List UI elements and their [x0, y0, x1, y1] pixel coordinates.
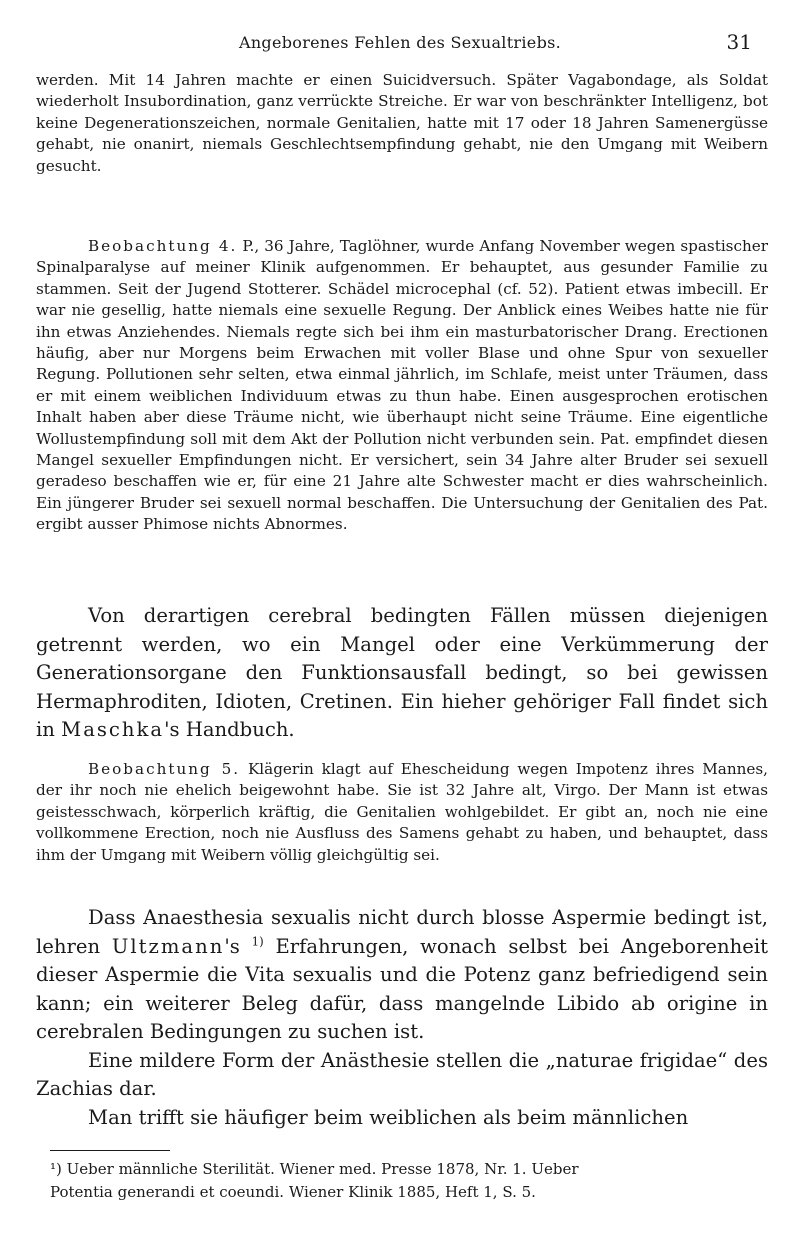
author-name-ultzmann: Ultzmann	[111, 934, 225, 958]
observation-4-text: P., 36 Jahre, Taglöhner, wurde Anfang November wegen spastischer Spinalparalyse auf meiner Klinik aufgenommen. Er behauptet, aus gesunder Familie zu stammen. Seit der Jugend Stotterer. Schädel microcephal (cf. 52). Patient etwas imbecill. Er war nie gesellig, hatte niemals eine sexuelle Regung. Der Anblick eines Weibes hatte nie für ihn etwas Anziehendes. Niemals regte sich bei ihm ein masturbatorischer Drang. Erectionen häufig, aber nur Morgens beim Erwachen mit voller Blase und ohne Spur von sexueller Regung. Pollutionen sehr selten, etwa einmal jährlich, im Schlafe, meist unter Träumen, dass er mit einem weiblichen Individuum etwas zu thun habe. Einen ausgesprochen erotischen Inhalt haben aber diese Träume nicht, wie überhaupt nicht seine Träume. Eine eigentliche Wollustempfindung soll mit dem Akt der Pollution nicht verbunden sein. Pat. empfindet diesen Mangel sexueller Empfindungen nicht. Er versichert, sein 34 Jahre alter Bruder sei sexuell geradeso beschaffen wie er, für eine 21 Jahre alte Schwester macht er dies wahrscheinlich. Ein jüngerer Bruder sei sexuell normal beschaffen. Die Untersuchung der Genitalien des Pat. ergibt ausser Phimose nichts Abnormes.	[36, 237, 769, 534]
paragraph-text	[36, 602, 768, 745]
footnote-line: Potentia generandi et coeundi. Wiener Klinik 1885, Heft 1, S. 5.	[50, 1183, 536, 1201]
paragraph-text: Eine mildere Form der Anästhesie stellen die „naturae frigidae“ des Zachias dar.	[36, 1048, 768, 1100]
footnote-line: ¹) Ueber männliche Sterilität. Wiener med. Presse 1878, Nr. 1. Ueber	[50, 1160, 579, 1178]
paragraph-segment: 's	[224, 934, 252, 958]
footnotes	[50, 1158, 770, 1203]
paragraph-text	[36, 904, 768, 1047]
author-name-maschka: Maschka	[61, 718, 165, 741]
observation-5-paragraph	[36, 759, 768, 866]
continuation-paragraph	[36, 70, 768, 177]
paragraph-segment: Von derartigen cerebral bedingten Fällen müssen diejenigen getrennt werden, wo ein Mangel oder eine Verkümmerung der Generationsorgane den Funktionsausfall bedingt, so bei gewissen Hermaphroditen, Idioten, Cretinen. Ein hieher gehöriger Fall findet sich in	[36, 604, 768, 741]
paragraph-segment: 's Handbuch.	[164, 718, 295, 741]
observation-4	[36, 236, 768, 536]
running-title: Angeborenes Fehlen des Sexualtriebs.	[238, 33, 562, 52]
page-header	[0, 30, 800, 60]
observation-5-label: Beobachtung 5.	[88, 760, 241, 778]
footnote-divider	[50, 1150, 170, 1151]
main-paragraphs-aspermie	[36, 904, 768, 1132]
observation-4-label: Beobachtung 4.	[88, 237, 238, 255]
paragraph-segment: Erfahrungen, wonach selbst bei Angeborenheit dieser Aspermie die Vita sexualis und die Potenz ganz befriedigend sein kann; ein weiterer Beleg dafür, dass mangelnde Libido ab origine in cerebralen Bedingungen zu suchen ist.	[36, 934, 768, 1043]
paragraph-text: werden. Mit 14 Jahren machte er einen Suicidversuch. Später Vagabondage, als Soldat wiederholt Insubordination, ganz verrückte Streiche. Er war von beschränkter Intelligenz, bot keine Degenerationszeichen, normale Genitalien, hatte mit 17 oder 18 Jahren Samenergüsse gehabt, nie onanirt, niemals Geschlechtsempfindung gehabt, nie den Umgang mit Weibern gesucht.	[36, 71, 768, 175]
main-paragraph-hermaphrodites	[36, 602, 768, 745]
paragraph-segment: Dass Anaesthesia sexualis nicht durch blosse Aspermie bedingt ist, lehren	[36, 906, 768, 958]
observation-5	[36, 759, 768, 866]
paragraph-text: Man trifft sie häufiger beim weiblichen als beim männlichen	[88, 1105, 689, 1129]
observation-4-paragraph	[36, 236, 768, 536]
observation-5-text: Klägerin klagt auf Ehescheidung wegen Impotenz ihres Mannes, der ihr noch nie ehelich beigewohnt habe. Sie ist 32 Jahre alt, Virgo. Der Mann ist etwas geistesschwach, körperlich kräftig, die Genitalien wohlgebildet. Er gibt an, noch nie eine vollkommene Erection, noch nie Ausfluss des Samens gehabt zu haben, und behauptet, dass ihm der Umgang mit Weibern völlig gleichgültig sei.	[36, 760, 769, 864]
footnote-marker: 1)	[251, 933, 264, 948]
page-number: 31	[726, 30, 752, 54]
